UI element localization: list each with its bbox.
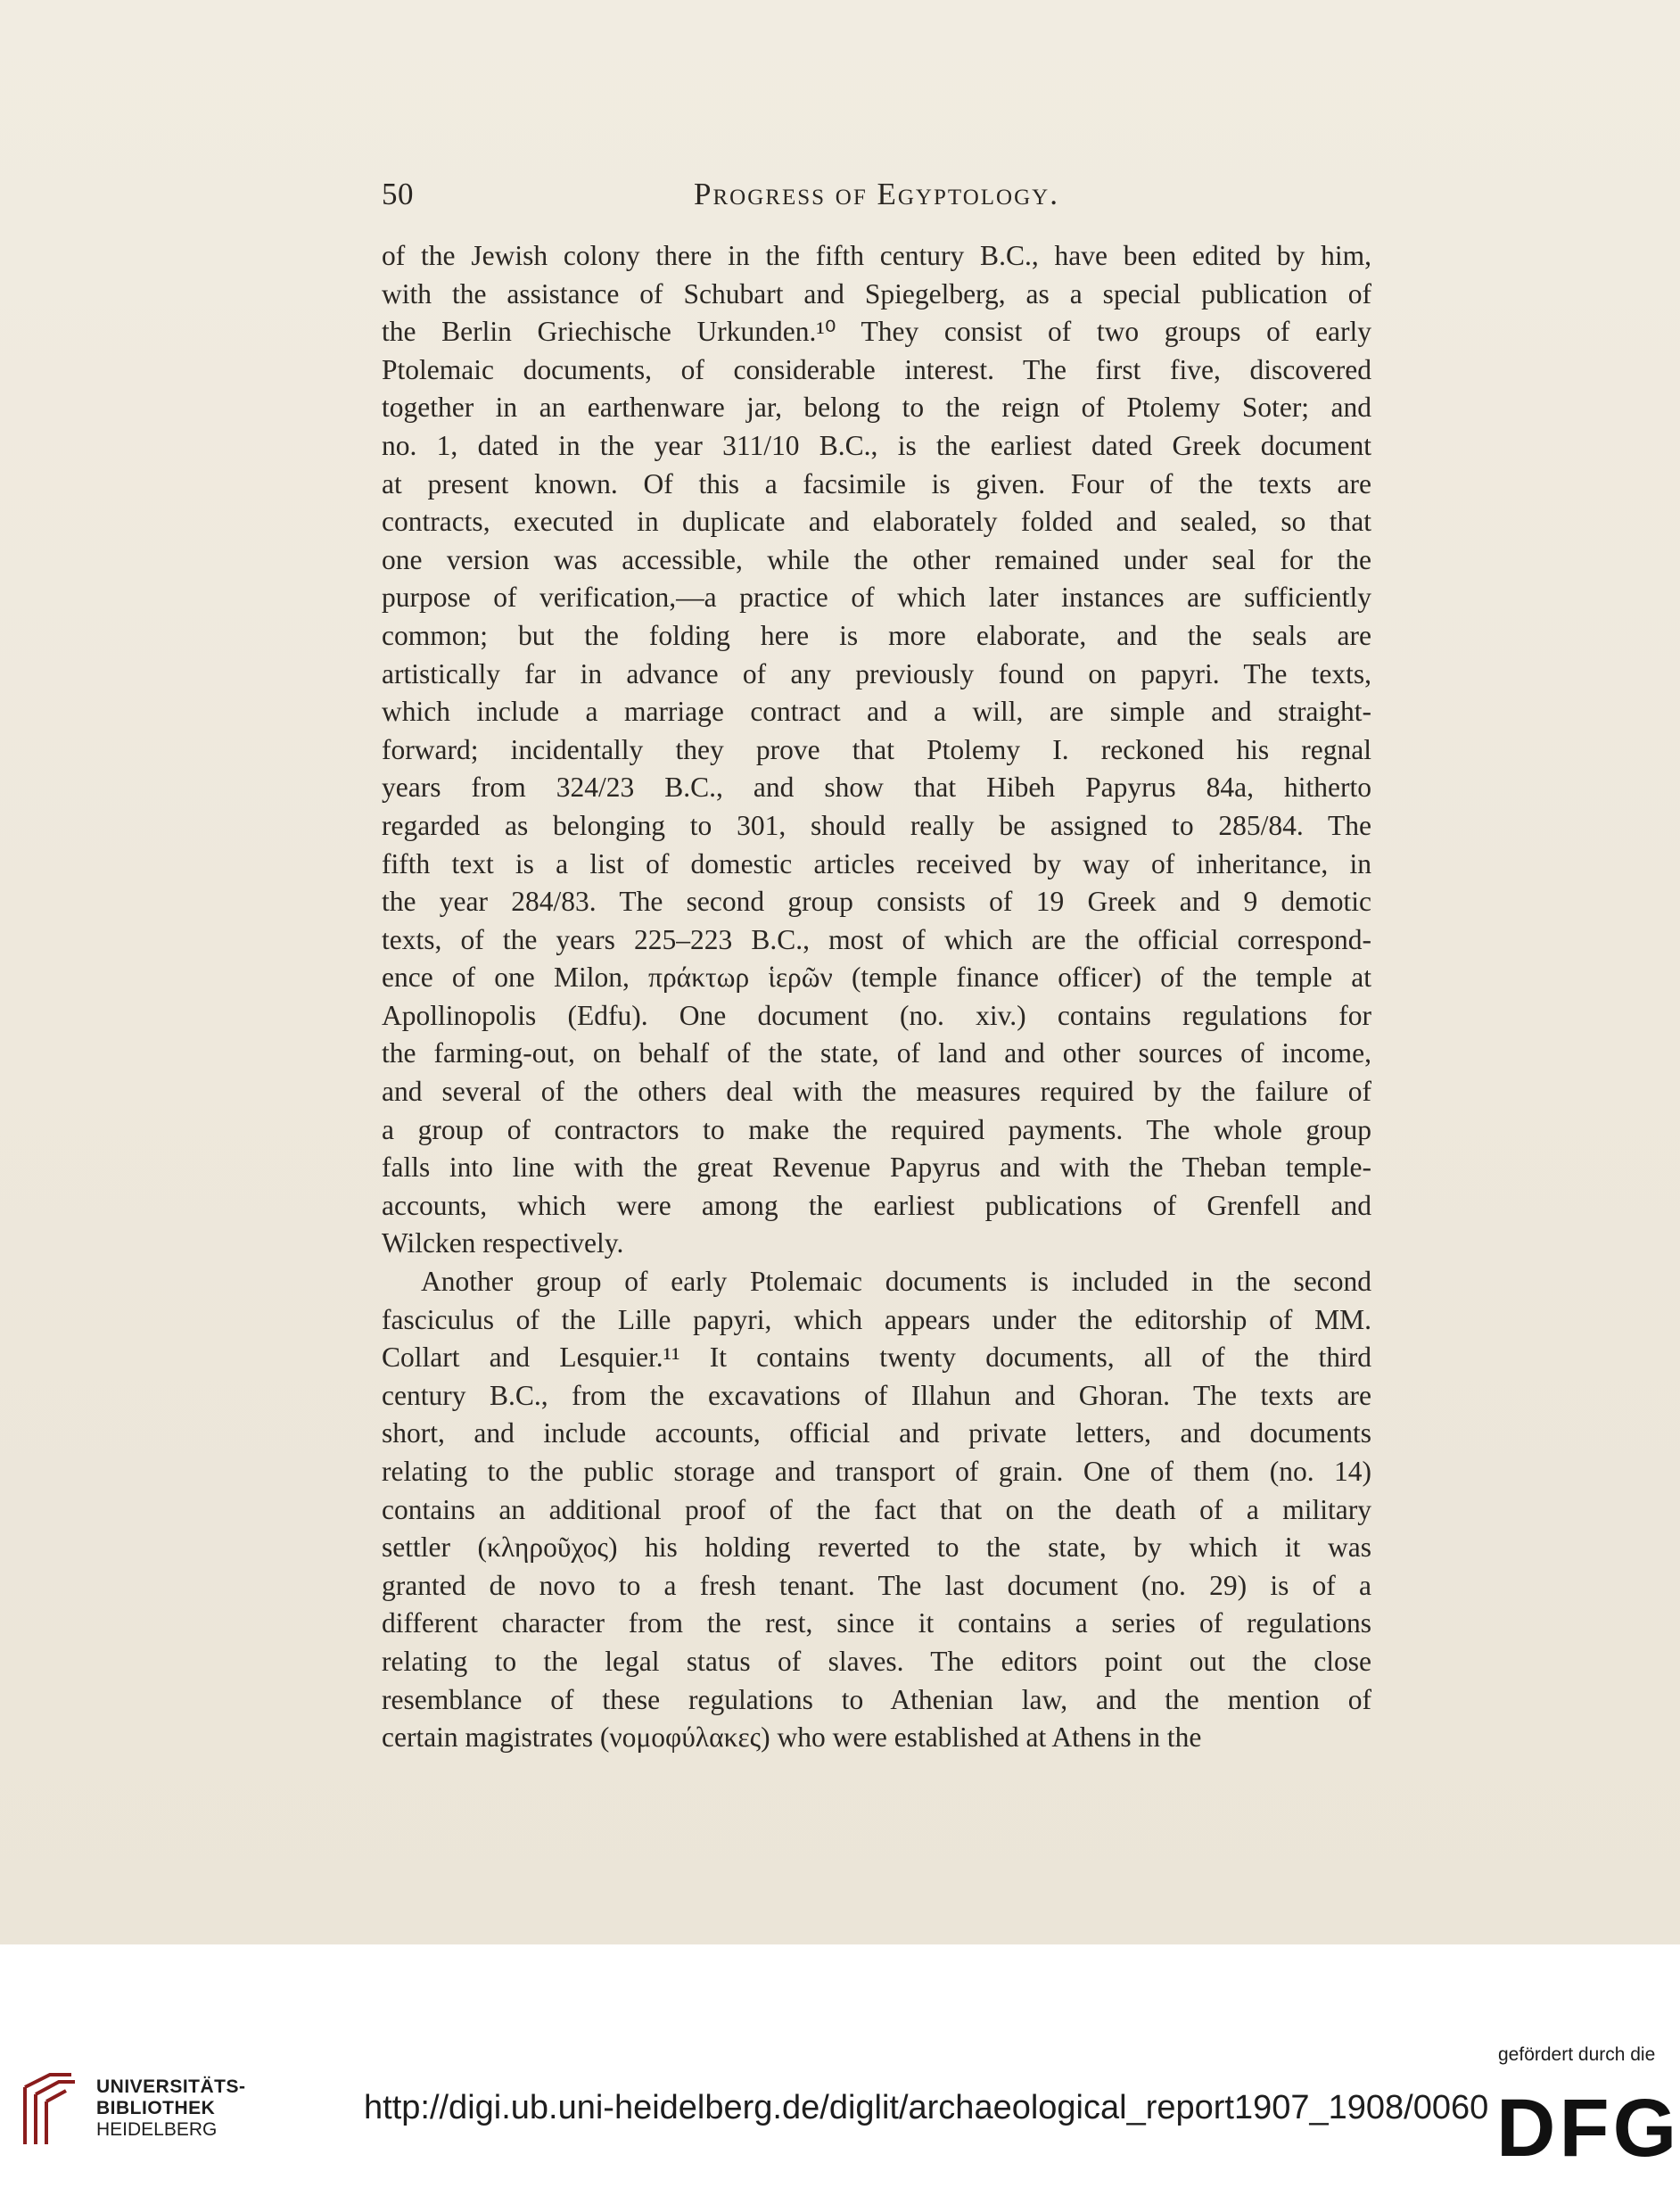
text-line: Wilcken respectively. — [382, 1227, 624, 1259]
library-logo-icon — [16, 2069, 80, 2150]
text-line: a group of contractors to make the required payments. The whole group — [382, 1113, 1371, 1145]
text-line: fasciculus of the Lille papyri, which appears under the editorship of MM. — [382, 1303, 1371, 1335]
text-line: one version was accessible, while the other remained under seal for the — [382, 543, 1371, 575]
text-line: short, and include accounts, official and private letters, and documents — [382, 1417, 1371, 1449]
text-line: texts, of the years 225–223 B.C., most of which are the official correspond- — [382, 923, 1371, 955]
text-line: the Berlin Griechische Urkunden.¹⁰ They consist of two groups of early — [382, 316, 1371, 348]
paragraph — [382, 1263, 1371, 1757]
text-line: resemblance of these regulations to Athenian law, and the mention of — [382, 1683, 1371, 1715]
text-line: falls into line with the great Revenue Papyrus and with the Theban temple- — [382, 1152, 1371, 1184]
text-line: forward; incidentally they prove that Ptolemy I. reckoned his regnal — [382, 733, 1371, 765]
running-head: Progress of Egyptology. — [694, 177, 1059, 211]
text-line: certain magistrates (νομοφύλακες) who were established at Athens in the — [382, 1721, 1202, 1754]
text-line: relating to the legal status of slaves. The editors point out the close — [382, 1645, 1371, 1677]
text-line: granted de novo to a fresh tenant. The last document (no. 29) is of a — [382, 1569, 1371, 1601]
text-line: different character from the rest, since it contains a series of regulations — [382, 1607, 1371, 1639]
text-line: years from 324/23 B.C., and show that Hibeh Papyrus 84a, hitherto — [382, 772, 1371, 804]
footer-bar — [0, 1944, 1680, 2196]
text-line: accounts, which were among the earliest publications of Grenfell and — [382, 1189, 1371, 1221]
text-line: regarded as belonging to 301, should really be assigned to 285/84. The — [382, 809, 1371, 841]
page-number: 50 — [382, 177, 414, 211]
text-line: settler (κληροῦχος) his holding reverted to the state, by which it was — [382, 1531, 1371, 1564]
text-line: which include a marriage contract and a will, are simple and straight- — [382, 696, 1371, 728]
library-name — [96, 2076, 246, 2141]
library-line-3: HEIDELBERG — [96, 2119, 218, 2140]
text-line: with the assistance of Schubart and Spiegelberg, as a special publication of — [382, 277, 1371, 310]
text-line: together in an earthenware jar, belong to the reign of Ptolemy Soter; and — [382, 392, 1371, 424]
text-line: Apollinopolis (Edfu). One document (no. xiv.) contains regulations for — [382, 999, 1371, 1031]
text-line: and several of the others deal with the measures required by the failure of — [382, 1076, 1371, 1108]
text-line: Collart and Lesquier.¹¹ It contains twenty documents, all of the third — [382, 1342, 1371, 1374]
text-line: Ptolemaic documents, of considerable interest. The first five, discovered — [382, 353, 1371, 385]
text-line: contains an additional proof of the fact that on the death of a military — [382, 1493, 1371, 1525]
text-line: relating to the public storage and transport of grain. One of them (no. 14) — [382, 1456, 1371, 1487]
text-line: Another group of early Ptolemaic documents is included in the second — [421, 1266, 1371, 1298]
dfg-logo: DFG — [1496, 2083, 1680, 2174]
text-line: artistically far in advance of any previously found on papyri. The texts, — [382, 657, 1371, 689]
text-line: contracts, executed in duplicate and elaborately folded and sealed, so that — [382, 506, 1371, 538]
library-line-2: BIBLIOTHEK — [96, 2098, 216, 2118]
text-line: the year 284/83. The second group consists of 19 Greek and 9 demotic — [382, 886, 1371, 918]
body-text — [382, 237, 1371, 1757]
text-line: at present known. Of this a facsimile is given. Four of the texts are — [382, 467, 1371, 499]
text-line: no. 1, dated in the year 311/10 B.C., is the earliest dated Greek document — [382, 429, 1371, 461]
text-line: ence of one Milon, πράκτωρ ἱερῶν (temple finance officer) of the temple at — [382, 962, 1371, 994]
text-line: fifth text is a list of domestic articles received by way of inheritance, in — [382, 847, 1371, 879]
text-line: the farming-out, on behalf of the state, of land and other sources of income, — [382, 1037, 1371, 1069]
paragraph — [382, 237, 1371, 1263]
source-url-link[interactable]: http://digi.ub.uni-heidelberg.de/diglit/archaeological_report1907_1908/0060 — [364, 2089, 1489, 2126]
library-line-1: UNIVERSITÄTS- — [96, 2076, 246, 2097]
text-line: of the Jewish colony there in the fifth century B.C., have been edited by him, — [382, 240, 1371, 271]
sponsor-caption: gefördert durch die — [1498, 2044, 1656, 2065]
text-line: common; but the folding here is more elaborate, and the seals are — [382, 619, 1371, 651]
page-header — [382, 177, 1371, 221]
text-line: century B.C., from the excavations of Illahun and Ghoran. The texts are — [382, 1379, 1371, 1411]
text-line: purpose of verification,—a practice of which later instances are sufficiently — [382, 582, 1371, 614]
